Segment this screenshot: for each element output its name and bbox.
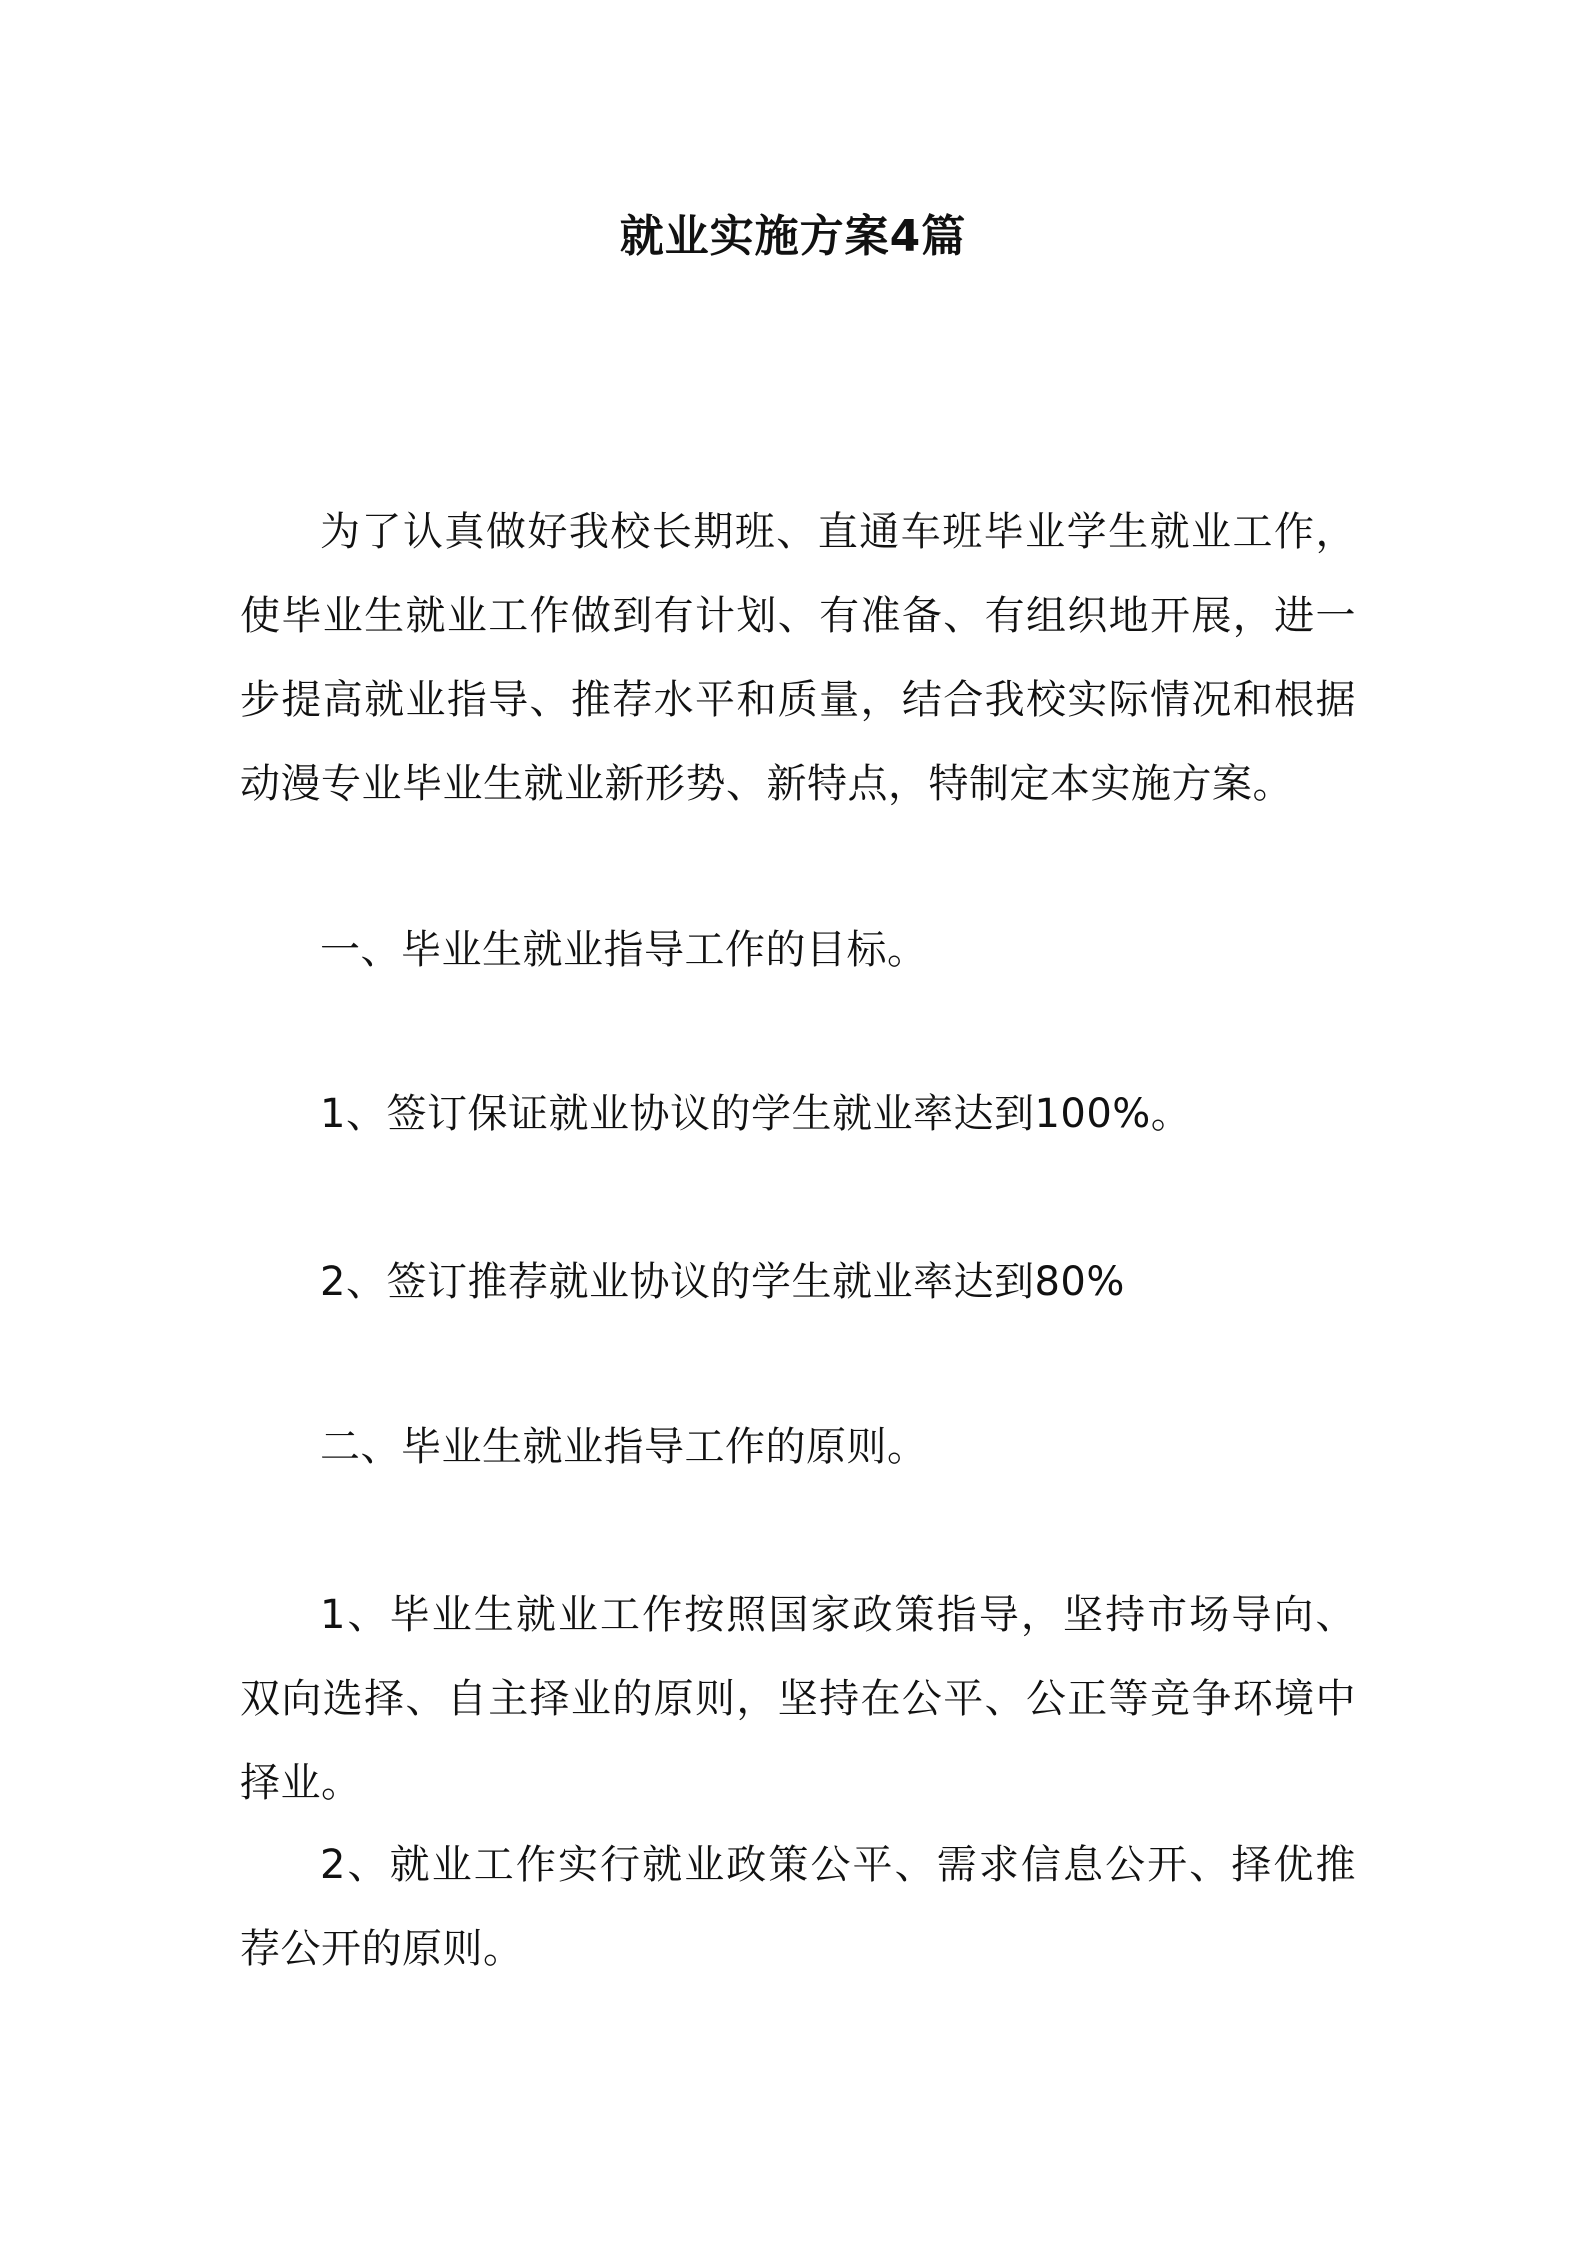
goal-item-1: 1、签订保证就业协议的学生就业率达到100%。	[320, 1091, 1192, 1137]
intro-paragraph: 为了认真做好我校长期班、直通车班毕业学生就业工作，使毕业生就业工作做到有计划、有准备、有组织地开展，进一步提高就业指导、推荐水平和质量，结合我校实际情况和根据动漫专业毕业生就业新形势、新特点，特制定本实施方案。	[240, 509, 1356, 807]
section-heading-principles: 二、毕业生就业指导工作的原则。	[320, 1424, 928, 1470]
document-title: 就业实施方案4篇	[619, 211, 967, 262]
goal-item-2: 2、签订推荐就业协议的学生就业率达到80%	[320, 1259, 1125, 1305]
section-heading-goals: 一、毕业生就业指导工作的目标。	[320, 927, 928, 973]
principle-item-1: 1、毕业生就业工作按照国家政策指导，坚持市场导向、双向选择、自主择业的原则，坚持在公平、公正等竞争环境中择业。	[240, 1592, 1356, 1806]
principle-item-2: 2、就业工作实行就业政策公平、需求信息公开、择优推荐公开的原则。	[240, 1842, 1356, 1972]
